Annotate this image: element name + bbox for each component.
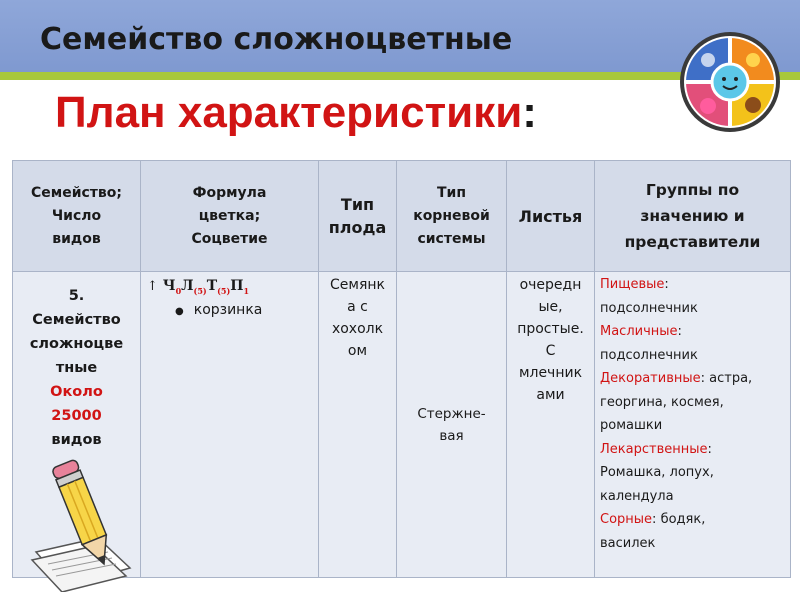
- inflorescence-text: корзинка: [193, 301, 263, 318]
- group-text: василек: [600, 535, 656, 551]
- group-label: Пищевые: [600, 277, 665, 292]
- family-text: Семейство: [32, 312, 121, 328]
- group-sep: :: [664, 277, 669, 292]
- formula-stamens: Т: [206, 278, 218, 294]
- group-label: Масличные: [600, 324, 678, 339]
- table-header-row: [13, 161, 791, 272]
- leaves-text: ые,: [538, 299, 563, 315]
- header-text: корневой: [413, 207, 490, 224]
- group-sep: :: [700, 371, 706, 386]
- header-family: [13, 161, 141, 272]
- fruit-text: хохолк: [331, 321, 384, 337]
- header-text: Семейство;: [30, 184, 122, 201]
- leaves-text: простые.: [517, 321, 584, 337]
- root-text: Стержне-: [417, 405, 486, 422]
- header-text: видов: [52, 230, 101, 247]
- header-formula: [141, 161, 319, 272]
- group-line: [600, 532, 786, 556]
- header-text: системы: [417, 230, 486, 247]
- group-line: [600, 461, 786, 485]
- group-text: астра,: [705, 371, 753, 386]
- group-sep: :: [652, 512, 657, 527]
- leaves-text: ами: [536, 387, 565, 403]
- formula-stamens-count: (5): [217, 285, 231, 296]
- group-text: подсолнечник: [600, 347, 698, 363]
- group-text: Ромашка, лопух,: [600, 465, 714, 480]
- formula-pistil-count: 1: [243, 285, 250, 296]
- header-text: Тип: [340, 195, 375, 214]
- species-count: видов: [51, 432, 102, 448]
- slide-title: Семейство сложноцветные: [40, 22, 513, 57]
- slide-subtitle: [55, 88, 537, 138]
- header-text: Тип: [436, 184, 467, 201]
- group-text: подсолнечник: [600, 300, 698, 316]
- group-sep: :: [707, 441, 712, 457]
- group-line: [600, 414, 786, 438]
- formula-pistil: П: [230, 278, 244, 294]
- header-text: Листья: [518, 206, 583, 226]
- cell-groups: [595, 272, 791, 578]
- inflorescence-item: [175, 302, 314, 318]
- zygomorphic-symbol: ↑: [147, 279, 158, 294]
- family-text: тные: [55, 360, 98, 376]
- header-text: цветка;: [198, 207, 261, 224]
- header-text: Соцветие: [191, 230, 268, 247]
- formula-corolla-count: (5): [193, 285, 207, 296]
- flower-logo-icon: [678, 30, 782, 134]
- fruit-text: ом: [347, 343, 368, 359]
- leaves-text: млечник: [518, 365, 583, 381]
- formula-corolla: Л: [181, 278, 194, 294]
- family-text: 5.: [68, 288, 85, 304]
- header-text: Формула: [192, 184, 267, 201]
- group-line: [600, 344, 786, 368]
- header-text: плода: [328, 218, 387, 237]
- header-text: Группы по: [645, 181, 740, 199]
- fruit-text: а с: [347, 299, 368, 315]
- group-line: [600, 297, 786, 321]
- root-text: вая: [439, 427, 464, 444]
- header-text: значению и: [640, 207, 745, 225]
- subtitle-text: План характеристики: [55, 88, 523, 137]
- cell-leaves: [507, 272, 595, 578]
- family-text: сложноцве: [29, 336, 124, 352]
- group-line: [600, 438, 786, 462]
- group-sep: :: [677, 324, 682, 339]
- cell-formula: [141, 272, 319, 578]
- header-root: [397, 161, 507, 272]
- group-text: георгина, космея,: [600, 394, 724, 410]
- group-line: [600, 508, 786, 532]
- header-text: представители: [624, 233, 761, 251]
- species-count: Около: [50, 384, 103, 400]
- header-fruit: [319, 161, 397, 272]
- group-label: Лекарственные: [600, 441, 708, 457]
- cell-root: [397, 272, 507, 578]
- group-line: [600, 485, 786, 509]
- group-label: Сорные: [600, 512, 653, 527]
- formula-calyx: Ч: [162, 278, 176, 294]
- group-text: календула: [600, 488, 674, 504]
- group-line: [600, 273, 786, 297]
- header-text: Число: [51, 207, 102, 224]
- group-line: [600, 320, 786, 344]
- species-count: 25000: [51, 408, 102, 424]
- formula-calyx-count: 0: [175, 285, 182, 296]
- cell-fruit: [319, 272, 397, 578]
- flower-formula: [147, 278, 314, 296]
- group-text: ромашки: [600, 418, 663, 433]
- subtitle-colon: :: [522, 88, 537, 137]
- pencil-illustration-icon: [28, 452, 133, 592]
- header-leaves: [507, 161, 595, 272]
- header-groups: [595, 161, 791, 272]
- bullet-icon: ●: [175, 305, 184, 317]
- group-line: [600, 391, 786, 415]
- group-text: бодяк,: [656, 512, 706, 527]
- group-label: Декоративные: [600, 371, 701, 386]
- leaves-text: С: [545, 343, 556, 359]
- leaves-text: очередн: [519, 277, 582, 293]
- fruit-text: Семянк: [330, 277, 385, 293]
- group-line: [600, 367, 786, 391]
